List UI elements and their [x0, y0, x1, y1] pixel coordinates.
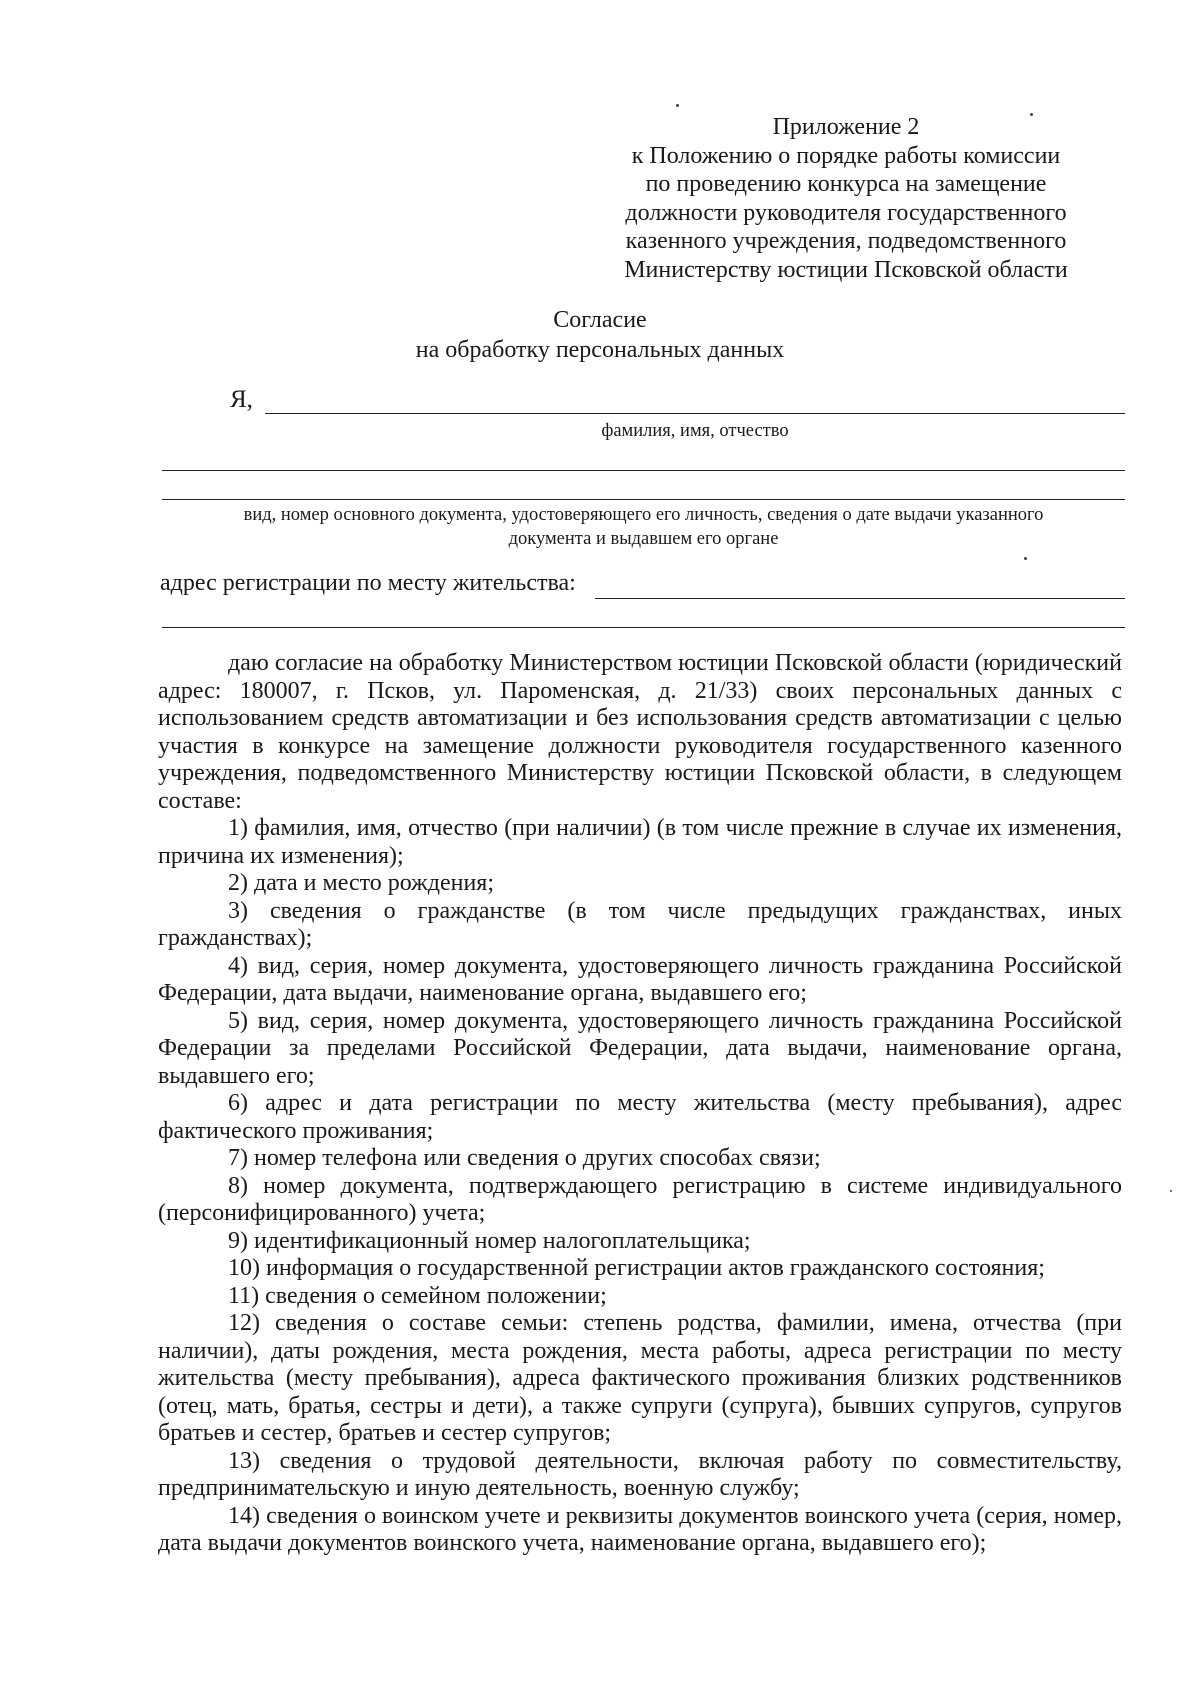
appendix-line: к Положению о порядке работы комиссии	[631, 142, 1061, 169]
appendix-line: Министерству юстиции Псковской области	[624, 256, 1068, 283]
doc-caption-line-1: вид, номер основного документа, удостоверяющего его личность, сведения о дате выдачи указанного	[243, 505, 1044, 525]
title-line-2: на обработку персональных данных	[415, 337, 785, 363]
list-item: 1) фамилия, имя, отчество (при наличии) (в том числе прежние в случае их изменения, причина их изменения);	[158, 815, 1122, 869]
list-item: 5) вид, серия, номер документа, удостоверяющего личность гражданина Российской Федерации за пределами Российской Федерации, дата выдачи, наименование органа, выдавшего его;	[158, 1007, 1122, 1089]
scan-speck	[1030, 113, 1033, 116]
list-item: 13) сведения о трудовой деятельности, включая работу по совместительству, предпринимательскую и иную деятельность, военную службу;	[158, 1447, 1122, 1501]
list-item: 9) идентификационный номер налогоплательщика;	[228, 1227, 751, 1254]
doc-fill-line-2	[162, 499, 1125, 500]
consent-intro: даю согласие на обработку Министерством юстиции Псковской области (юридический адрес: 180007, г. Псков, ул. Пароменская, д. 21/33) своих персональных данных с использованием средств автоматизации и без использования средств автоматизации с целью участия в конкурсе на замещение должности руководителя государственного казенного учреждения, подведомственного Министерству юстиции Псковской области, в следующем составе:	[158, 650, 1122, 814]
list-item: 11) сведения о семейном положении;	[228, 1282, 607, 1309]
scan-speck	[1170, 1190, 1172, 1192]
list-item: 8) номер документа, подтверждающего регистрацию в системе индивидуального (персонифицированного) учета;	[158, 1172, 1122, 1226]
list-item: 12) сведения о составе семьи: степень родства, фамилии, имена, отчества (при наличии), даты рождения, места рождения, места работы, адреса регистрации по месту жительства (месту пребывания), адреса фактического проживания близких родственников (отец, мать, братья, сестры и дети), а также супруги (супруга), бывших супругов, супругов братьев и сестер, братьев и сестер супругов;	[158, 1310, 1122, 1446]
doc-caption-line-2: документа и выдавшем его органе	[508, 529, 779, 549]
consent-body	[158, 650, 1122, 1558]
scan-speck	[676, 104, 679, 107]
list-item: 2) дата и место рождения;	[228, 870, 495, 896]
list-item: 4) вид, серия, номер документа, удостоверяющего личность гражданина Российской Федерации, дата выдачи, наименование органа, выдавшего его;	[158, 952, 1122, 1006]
title-line-1: Согласие	[553, 307, 647, 333]
ya-label: Я,	[230, 386, 253, 413]
address-label: адрес регистрации по месту жительства:	[160, 570, 576, 596]
document-title	[0, 305, 1200, 365]
fio-fill-line	[265, 413, 1125, 414]
list-item: 6) адрес и дата регистрации по месту жительства (месту пребывания), адрес фактического проживания;	[158, 1090, 1122, 1144]
address-fill-line-2	[162, 627, 1125, 628]
scan-speck	[1024, 557, 1027, 560]
list-item: 7) номер телефона или сведения о других способах связи;	[228, 1145, 821, 1171]
address-fill-line-1	[595, 598, 1125, 599]
appendix-line: казенного учреждения, подведомственного	[625, 228, 1067, 254]
list-item: 10) информация о государственной регистрации актов гражданского состояния;	[228, 1255, 1045, 1281]
list-item: 3) сведения о гражданстве (в том числе предыдущих гражданствах, иных гражданствах);	[158, 897, 1122, 951]
appendix-header	[596, 113, 1096, 284]
doc-caption	[162, 503, 1125, 551]
fio-caption: фамилия, имя, отчество	[601, 421, 789, 441]
appendix-line: по проведению конкурса на замещение	[645, 171, 1047, 197]
doc-fill-line-1	[162, 470, 1125, 471]
list-item: 14) сведения о воинском учете и реквизиты документов воинского учета (серия, номер, дата выдачи документов воинского учета, наименование органа, выдавшего его);	[158, 1502, 1122, 1556]
appendix-line: Приложение 2	[772, 114, 920, 140]
appendix-line: должности руководителя государственного	[625, 199, 1067, 226]
